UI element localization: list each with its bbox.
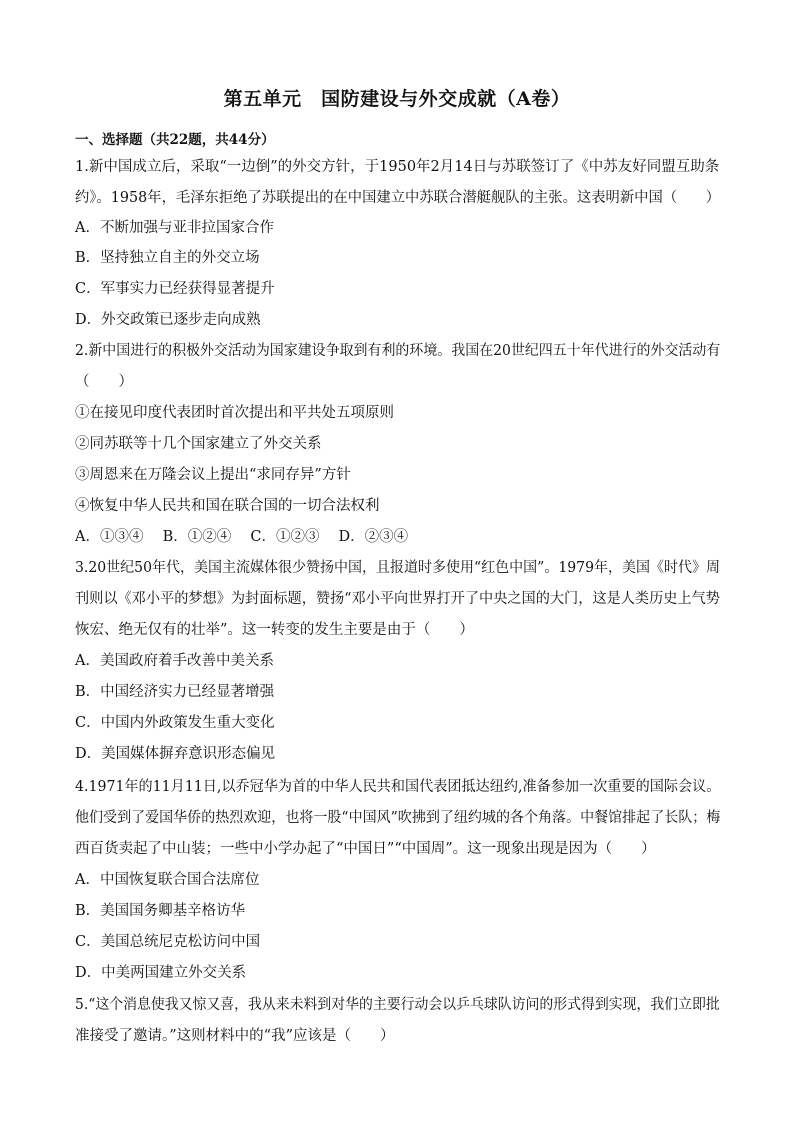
question-3-text-line-3: 恢宏、绝无仅有的壮举”。这一转变的发生主要是由于（ ） — [75, 622, 474, 638]
question-4-text-line-1: 4.1971年的11月11日,以乔冠华为首的中华人民共和国代表团抵达纽约,准备参加一次重要的国际会议。 — [75, 779, 721, 795]
question-2-item-2: ②同苏联等十几个国家建立了外交关系 — [75, 436, 322, 452]
question-4-option-c: C．美国总统尼克松访问中国 — [75, 934, 261, 950]
question-3-option-d: D．美国媒体摒弃意识形态偏见 — [75, 746, 276, 762]
question-3-text-line-2: 刊则以《邓小平的梦想》为封面标题，赞扬“邓小平向世界打开了中央之国的大门，这是人类历史上气势 — [75, 591, 720, 607]
question-2-item-3: ③周恩来在万隆会议上提出“求同存异”方针 — [75, 467, 351, 483]
question-1-option-d: D．外交政策已逐步走向成熟 — [75, 312, 261, 328]
question-2-item-4: ④恢复中华人民共和国在联合国的一切合法权利 — [75, 498, 380, 514]
question-2-options: A．①③④ B．①②④ C．①②③ D．②③④ — [75, 529, 409, 545]
question-1-text-line-2: 约》。1958年，毛泽东拒绝了苏联提出的在中国建立中苏联合潜艇舰队的主张。这表明新中国（ ） — [75, 190, 721, 206]
question-3-option-b: B．中国经济实力已经显著增强 — [75, 684, 275, 700]
question-4-option-a: A．中国恢复联合国合法席位 — [75, 872, 260, 888]
question-2-text-line-2: （ ） — [75, 374, 133, 390]
question-3-text-line-1: 3.20世纪50年代，美国主流媒体很少赞扬中国，且报道时多使用“红色中国”。1979年，美国《时代》周 — [75, 560, 720, 576]
question-4-option-d: D．中美两国建立外交关系 — [75, 965, 247, 981]
section-heading: 一、选择题（共22题，共44分） — [75, 132, 275, 148]
question-3-option-a: A．美国政府着手改善中美关系 — [75, 653, 274, 669]
question-4-text-line-3: 西百货卖起了中山装；一些中小学办起了“中国日”“中国周”。这一现象出现是因为（ ） — [75, 841, 656, 857]
question-1-option-b: B．坚持独立自主的外交立场 — [75, 250, 260, 266]
question-2-item-1: ①在接见印度代表团时首次提出和平共处五项原则 — [75, 405, 394, 421]
question-4-text-line-2: 他们受到了爱国华侨的热烈欢迎，也将一股“中国风”吹拂到了纽约城的各个角落。中餐馆排起了长队；梅 — [75, 810, 721, 826]
question-1-option-a: A．不断加强与亚非拉国家合作 — [75, 220, 274, 236]
document-title: 第五单元 国防建设与外交成就（A卷） — [223, 88, 571, 110]
question-2-text-line-1: 2.新中国进行的积极外交活动为国家建设争取到有利的环境。我国在20世纪四五十年代进行的外交活动有 — [75, 343, 721, 359]
question-5-text-line-2: 准接受了邀请。”这则材料中的“我”应该是（ ） — [75, 1028, 395, 1044]
question-3-option-c: C．中国内外政策发生重大变化 — [75, 715, 275, 731]
question-1-option-c: C．军事实力已经获得显著提升 — [75, 281, 275, 297]
question-5-text-line-1: 5.“这个消息使我又惊又喜，我从来未料到对华的主要行动会以乒乓球队访问的形式得到实现，我们立即批 — [75, 997, 720, 1013]
question-1-text-line-1: 1.新中国成立后，采取“一边倒”的外交方针，于1950年2月14日与苏联签订了《中苏友好同盟互助条 — [75, 159, 720, 175]
question-4-option-b: B．美国国务卿基辛格访华 — [75, 903, 246, 919]
